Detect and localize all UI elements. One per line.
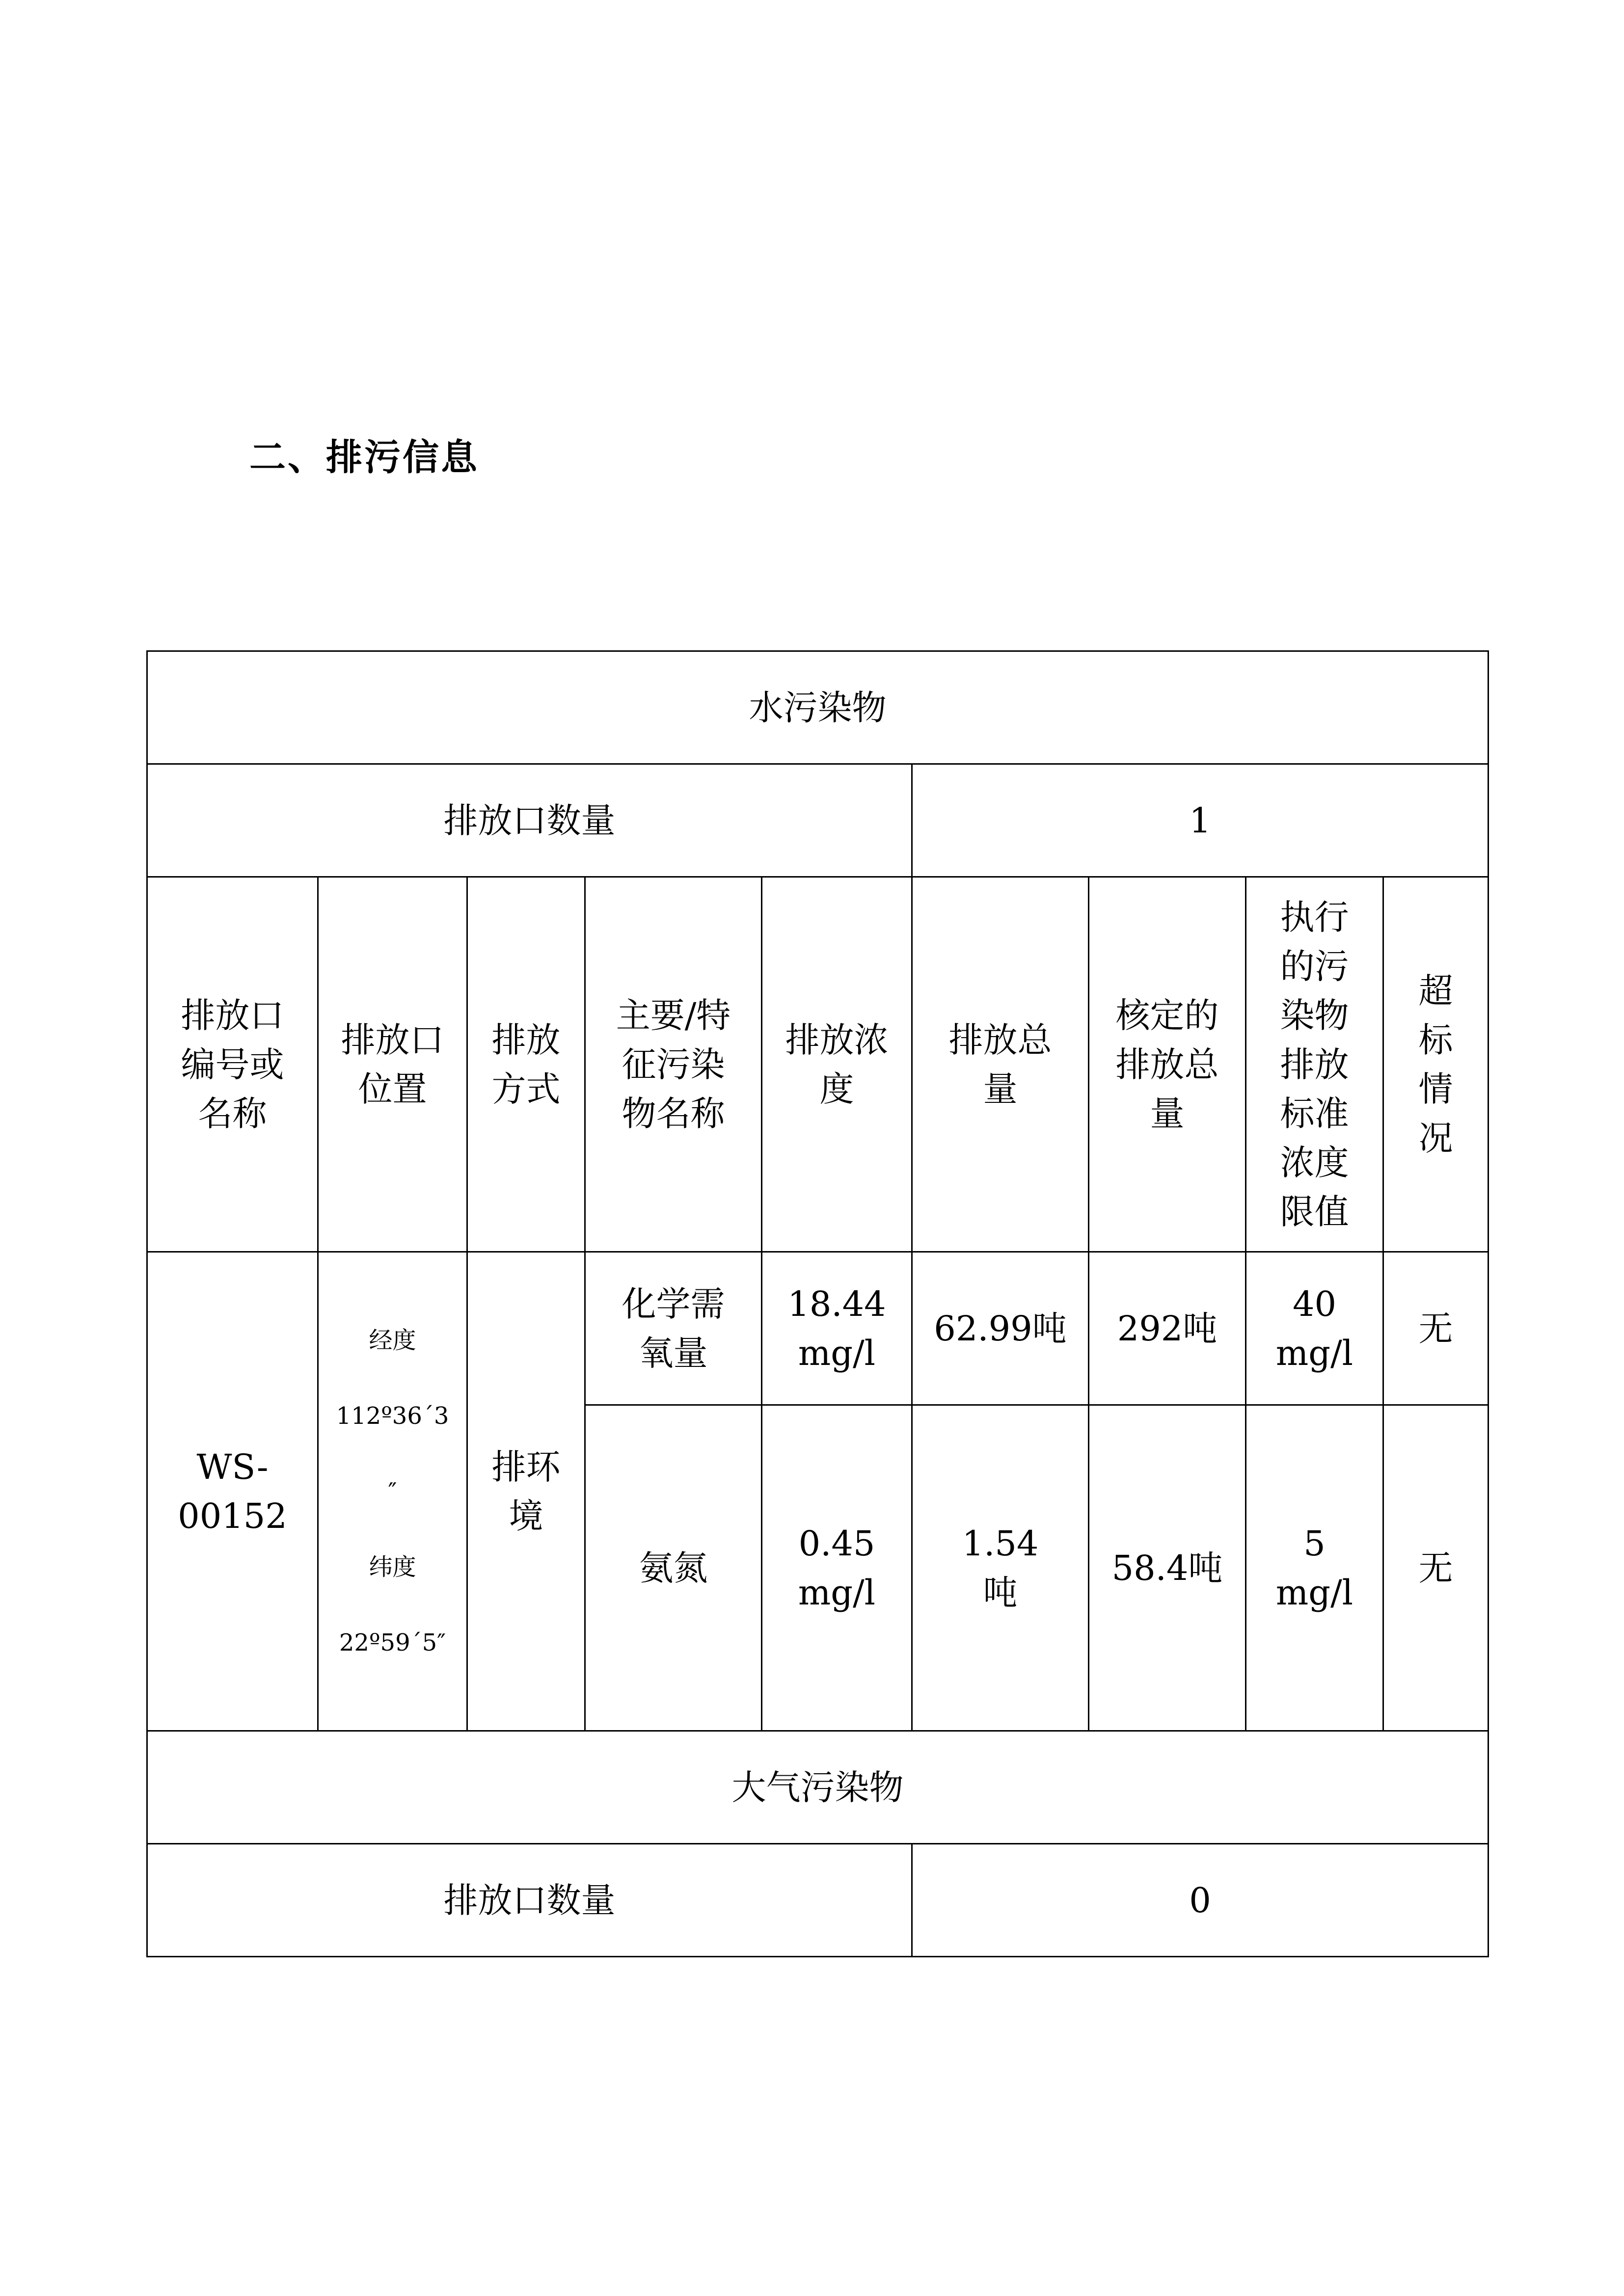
header-approved-total (1089, 877, 1246, 1252)
air-outlet-count-label: 排放口数量 (147, 1844, 912, 1957)
header-pollutant-name (585, 877, 762, 1252)
air-title: 大气污染物 (147, 1731, 1489, 1844)
air-outlet-count-row (147, 1844, 1489, 1957)
header-standard-limit-text: 执行 的污 染物 排放 标准 浓度 限值 (1280, 897, 1349, 1232)
outlet-location-line-3: ″ (388, 1477, 397, 1505)
pollutant-concentration-text: 0.45 mg/l (798, 1523, 876, 1613)
pollutant-total-text: 1.54 吨 (962, 1523, 1039, 1613)
header-pollutant-name-text: 主要/特 征污染 物名称 (616, 995, 731, 1134)
pollutant-limit-text: 5 mg/l (1275, 1523, 1353, 1613)
pollutant-limit (1246, 1252, 1383, 1405)
water-outlet-count-row (147, 764, 1489, 877)
header-exceed-status-text: 超 标 情 况 (1418, 970, 1453, 1158)
header-approved-total-text: 核定的 排放总 量 (1115, 995, 1219, 1134)
header-outlet-id-text: 排放口 编号或 名称 (181, 995, 284, 1134)
pollutant-exceed: 无 (1383, 1252, 1489, 1405)
outlet-location (318, 1252, 467, 1731)
pollutant-name-text: 氨氮 (639, 1548, 708, 1588)
pollutant-name (585, 1405, 762, 1731)
air-outlet-count-value: 0 (912, 1844, 1489, 1957)
pollutant-name-text: 化学需 氧量 (622, 1283, 725, 1373)
water-title: 水污染物 (147, 651, 1489, 764)
pollutant-concentration (762, 1405, 912, 1731)
outlet-location-line-2: 112º36´3 (336, 1402, 449, 1430)
discharge-method (467, 1252, 585, 1731)
pollutant-name (585, 1252, 762, 1405)
header-concentration-text: 排放浓 度 (785, 1019, 889, 1109)
outlet-id: WS-00152 (147, 1252, 318, 1731)
header-exceed-status (1383, 877, 1489, 1252)
pollutant-exceed: 无 (1383, 1405, 1489, 1731)
air-title-row (147, 1731, 1489, 1844)
pollutant-concentration-text: 18.44 mg/l (787, 1283, 886, 1373)
water-outlet-count-label: 排放口数量 (147, 764, 912, 877)
header-discharge-method-text: 排放 方式 (491, 1019, 561, 1109)
header-total (912, 877, 1089, 1252)
section-title: 二、排污信息 (249, 436, 479, 479)
pollutant-approved-total: 58.4吨 (1089, 1405, 1246, 1731)
header-total-text: 排放总 量 (948, 1019, 1052, 1109)
header-standard-limit (1246, 877, 1383, 1252)
outlet-location-line-4: 纬度 (369, 1553, 416, 1581)
pollutant-total (912, 1405, 1089, 1731)
pollutant-limit-text: 40 mg/l (1275, 1283, 1353, 1373)
header-outlet-location-text: 排放口 位置 (341, 1019, 444, 1109)
header-concentration (762, 877, 912, 1252)
header-discharge-method (467, 877, 585, 1252)
outlet-location-line-5: 22º59´5″ (339, 1629, 446, 1656)
header-outlet-location (318, 877, 467, 1252)
pollutant-concentration (762, 1252, 912, 1405)
water-header-row (147, 877, 1489, 1252)
water-title-row (147, 651, 1489, 764)
pollutant-total: 62.99吨 (912, 1252, 1089, 1405)
emission-table (146, 650, 1489, 1957)
pollutant-limit (1246, 1405, 1383, 1731)
header-outlet-id (147, 877, 318, 1252)
outlet-location-line-1: 经度 (369, 1326, 416, 1354)
water-outlet-count-value: 1 (912, 764, 1489, 877)
discharge-method-text: 排环 境 (491, 1446, 561, 1536)
pollutant-approved-total: 292吨 (1089, 1252, 1246, 1405)
pollutant-row-cod (147, 1252, 1489, 1405)
